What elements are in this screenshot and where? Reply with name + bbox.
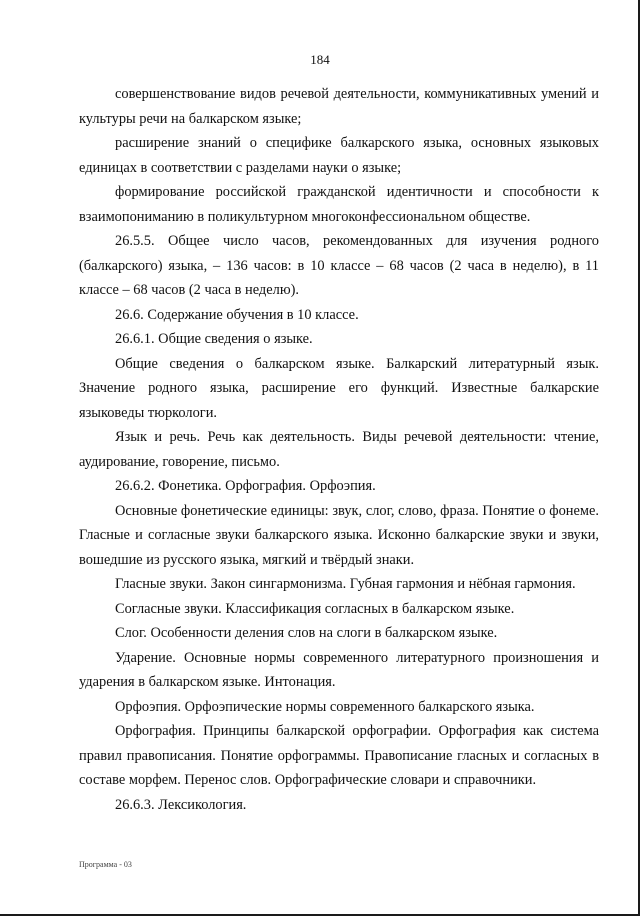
paragraph: формирование российской гражданской идентичности и способности к взаимопониманию в поликультурном многоконфессиональном обществе. xyxy=(79,184,599,225)
footer-label: Программа - 03 xyxy=(79,860,132,869)
paragraph: Согласные звуки. Классификация согласных в балкарском языке. xyxy=(115,600,515,617)
section-heading: 26.6.2. Фонетика. Орфография. Орфоэпия. xyxy=(115,478,376,494)
page-number: 184 xyxy=(310,52,330,67)
paragraph: Язык и речь. Речь как деятельность. Виды речевой деятельности: чтение, аудирование, говорение, письмо. xyxy=(79,429,599,470)
section-heading: 26.6.3. Лексикология. xyxy=(115,796,247,813)
paragraph: Гласные звуки. Закон сингармонизма. Губная гармония и нёбная гармония. xyxy=(115,576,576,592)
paragraph: 26.5.5. Общее число часов, рекомендованных для изучения родного (балкарского) языка, – 136 часов: в 10 классе – 68 часов (2 часа в неделю), в 11 классе – 68 часов (2 часа в неделю). xyxy=(79,233,599,298)
paragraph: Ударение. Основные нормы современного литературного произношения и ударения в балкарском языке. Интонация. xyxy=(79,649,599,690)
section-heading: 26.6.1. Общие сведения о языке. xyxy=(115,331,313,347)
paragraph: Слог. Особенности деления слов на слоги в балкарском языке. xyxy=(115,625,498,641)
section-heading: 26.6. Содержание обучения в 10 классе. xyxy=(115,306,359,323)
document-body xyxy=(79,82,599,817)
paragraph: Орфография. Принципы балкарской орфографии. Орфография как система правил правописания. Понятие орфограммы. Правописание гласных и согласных в составе морфем. Перенос слов. Орфографические словари и справочники. xyxy=(79,723,599,788)
paragraph: Общие сведения о балкарском языке. Балкарский литературный язык. Значение родного языка, расширение его функций. Известные балкарские языковеды тюркологи. xyxy=(79,355,599,421)
paragraph: Орфоэпия. Орфоэпические нормы современного балкарского языка. xyxy=(115,698,535,715)
paragraph: Основные фонетические единицы: звук, слог, слово, фраза. Понятие о фонеме. Гласные и согласные звуки балкарского языка. Исконно балкарские звуки и звуки, вошедшие из русского языка, мягкий и твёрдый знаки. xyxy=(79,502,599,568)
paragraph: расширение знаний о специфике балкарского языка, основных языковых единицах в соответствии с разделами науки о языке; xyxy=(79,135,599,176)
paragraph: совершенствование видов речевой деятельности, коммуникативных умений и культуры речи на балкарском языке; xyxy=(79,86,599,127)
